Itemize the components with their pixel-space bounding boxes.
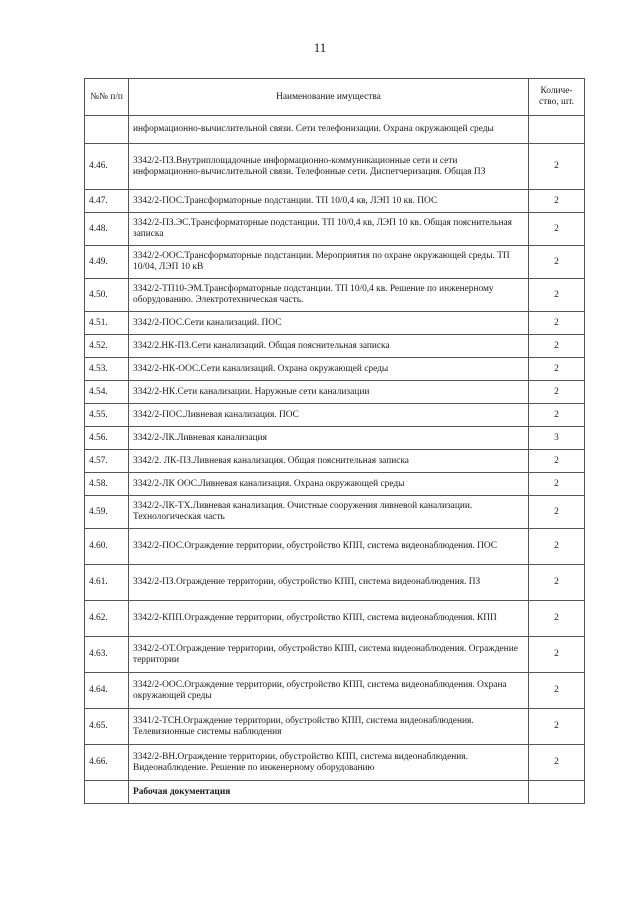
table-row <box>85 279 585 312</box>
row-number: 4.54. <box>85 381 129 404</box>
row-quantity: 2 <box>529 496 585 529</box>
inventory-table <box>84 78 585 804</box>
table-row <box>85 213 585 246</box>
table-row <box>85 450 585 473</box>
table-row <box>85 358 585 381</box>
header-number: №№ п/п <box>85 79 129 116</box>
row-name: 3342/2-ПЗ.ЭС.Трансформаторные подстанции. ТП 10/0,4 кв, ЛЭП 10 кв. Общая пояснительная записка <box>129 213 529 246</box>
row-name: 3342/2-ОТ.Ограждение территории, обустройство КПП, система видеонаблюдения. Ограждение территории <box>129 637 529 673</box>
row-number: 4.48. <box>85 213 129 246</box>
row-number: 4.63. <box>85 637 129 673</box>
header-quantity: Количе-ство, шт. <box>529 79 585 116</box>
row-name: 3342/2-ПОС.Трансформаторные подстанции. ТП 10/0,4 кв, ЛЭП 10 кв. ПОС <box>129 190 529 213</box>
row-quantity <box>529 781 585 804</box>
row-name: 3342/2-ТП10-ЭМ.Трансформаторные подстанции. ТП 10/0,4 кв. Решение по инженерному оборудованию. Электротехническая часть. <box>129 279 529 312</box>
table-row <box>85 781 585 804</box>
row-quantity: 2 <box>529 213 585 246</box>
row-quantity: 2 <box>529 335 585 358</box>
row-quantity: 2 <box>529 673 585 709</box>
row-quantity: 3 <box>529 427 585 450</box>
row-name: 3342/2-ПОС.Ограждение территории, обустройство КПП, система видеонаблюдения. ПОС <box>129 529 529 565</box>
table-row <box>85 144 585 190</box>
row-number: 4.47. <box>85 190 129 213</box>
row-quantity: 2 <box>529 709 585 745</box>
row-quantity: 2 <box>529 190 585 213</box>
row-quantity: 2 <box>529 637 585 673</box>
row-number: 4.49. <box>85 246 129 279</box>
table-row <box>85 565 585 601</box>
row-number <box>85 781 129 804</box>
row-name: информационно-вычислительной связи. Сети телефонизации. Охрана окружающей среды <box>129 116 529 144</box>
table-row <box>85 496 585 529</box>
row-name: 3342/2.НК-ПЗ.Сети канализаций. Общая пояснительная записка <box>129 335 529 358</box>
row-number: 4.53. <box>85 358 129 381</box>
row-number: 4.65. <box>85 709 129 745</box>
table-row <box>85 745 585 781</box>
page-number: 11 <box>313 40 327 55</box>
row-name: 3342/2-ПЗ.Ограждение территории, обустройство КПП, система видеонаблюдения. ПЗ <box>129 565 529 601</box>
table-header-row <box>85 79 585 116</box>
table-row <box>85 246 585 279</box>
row-quantity: 2 <box>529 312 585 335</box>
header-name: Наименование имущества <box>129 79 529 116</box>
row-number: 4.52. <box>85 335 129 358</box>
row-name: 3342/2-ВН.Ограждение территории, обустройство КПП, система видеонаблюдения. Видеонаблюдение. Решение по инженерному оборудованию <box>129 745 529 781</box>
row-quantity: 2 <box>529 529 585 565</box>
table-row <box>85 427 585 450</box>
row-number: 4.61. <box>85 565 129 601</box>
row-quantity: 2 <box>529 381 585 404</box>
row-quantity <box>529 116 585 144</box>
row-name: 3342/2-КПП.Ограждение территории, обустройство КПП, система видеонаблюдения. КПП <box>129 601 529 637</box>
row-name: 3342/2-ПОС.Ливневая канализация. ПОС <box>129 404 529 427</box>
table-row <box>85 673 585 709</box>
row-number: 4.64. <box>85 673 129 709</box>
row-quantity: 2 <box>529 246 585 279</box>
row-number: 4.57. <box>85 450 129 473</box>
table-row <box>85 116 585 144</box>
row-quantity: 2 <box>529 404 585 427</box>
row-number: 4.62. <box>85 601 129 637</box>
row-number: 4.50. <box>85 279 129 312</box>
row-name: 3342/2-ООС.Трансформаторные подстанции. Мероприятия по охране окружающей среды. ТП 10/04, ЛЭП 10 кВ <box>129 246 529 279</box>
row-number: 4.66. <box>85 745 129 781</box>
table-row <box>85 190 585 213</box>
row-quantity: 2 <box>529 565 585 601</box>
table-row <box>85 312 585 335</box>
row-quantity: 2 <box>529 144 585 190</box>
row-quantity: 2 <box>529 473 585 496</box>
row-name: 3342/2-ЛК ООС.Ливневая канализация. Охрана окружающей среды <box>129 473 529 496</box>
row-name: 3342/2-ПОС.Сети канализаций. ПОС <box>129 312 529 335</box>
table-row <box>85 473 585 496</box>
row-name: 3341/2-ТСН.Ограждение территории, обустройство КПП, система видеонаблюдения. Телевизионные системы наблюдения <box>129 709 529 745</box>
row-name: 3342/2. ЛК-ПЗ.Ливневая канализация. Общая пояснительная записка <box>129 450 529 473</box>
row-number: 4.59. <box>85 496 129 529</box>
row-quantity: 2 <box>529 450 585 473</box>
row-quantity: 2 <box>529 279 585 312</box>
table-row <box>85 335 585 358</box>
row-name: 3342/2-НК.Сети канализации. Наружные сети канализации <box>129 381 529 404</box>
row-number: 4.46. <box>85 144 129 190</box>
row-number <box>85 116 129 144</box>
row-number: 4.55. <box>85 404 129 427</box>
table-row <box>85 601 585 637</box>
table-row <box>85 529 585 565</box>
row-number: 4.51. <box>85 312 129 335</box>
row-name: 3342/2-НК-ООС.Сети канализаций. Охрана окружающей среды <box>129 358 529 381</box>
row-name: Рабочая документация <box>129 781 529 804</box>
row-quantity: 2 <box>529 745 585 781</box>
row-number: 4.56. <box>85 427 129 450</box>
row-name: 3342/2-ЛК.Ливневая канализация <box>129 427 529 450</box>
row-number: 4.58. <box>85 473 129 496</box>
row-name: 3342/2-ПЗ.Внутриплощадочные информационно-коммуникационные сети и сети информационно-вычислительной связи. Телефонные сети. Диспетчеризация. Общая ПЗ <box>129 144 529 190</box>
row-name: 3342/2-ЛК-ТХ.Ливневая канализация. Очистные сооружения ливневой канализации. Технологическая часть <box>129 496 529 529</box>
row-number: 4.60. <box>85 529 129 565</box>
table-row <box>85 637 585 673</box>
table-row <box>85 709 585 745</box>
row-quantity: 2 <box>529 358 585 381</box>
row-name: 3342/2-ООС.Ограждение территории, обустройство КПП, система видеонаблюдения. Охрана окружающей среды <box>129 673 529 709</box>
row-quantity: 2 <box>529 601 585 637</box>
table-row <box>85 381 585 404</box>
table-row <box>85 404 585 427</box>
